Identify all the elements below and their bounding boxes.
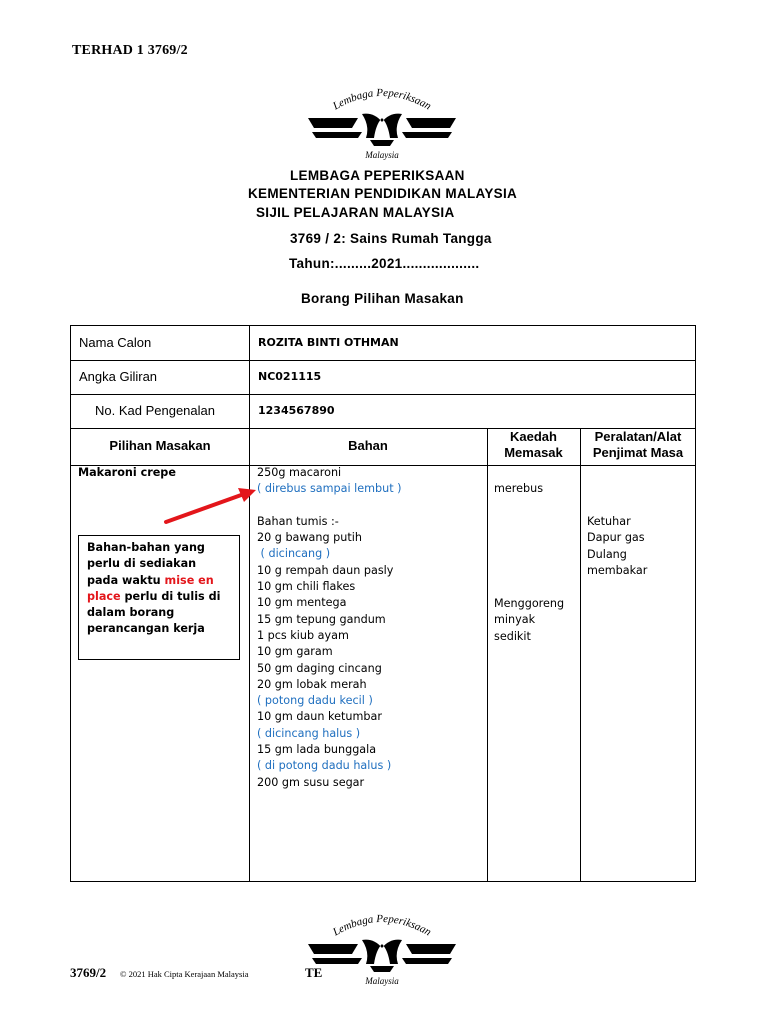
note-text-1: Bahan-bahan yang perlu di sediakan pada waktu [87,541,205,587]
svg-text:Malaysia: Malaysia [365,976,399,986]
ingredients-list [257,465,482,791]
footer-copyright: © 2021 Hak Cipta Kerajaan Malaysia [120,969,249,979]
svg-text:Lembaga Peperiksaan: Lembaga Peperiksaan [330,86,434,113]
column-header-dish: Pilihan Masakan [109,438,211,453]
ingredient-item: 50 gm daging cincang [257,661,382,675]
ingredient-item [257,498,482,514]
tool-item: Dapur gas [587,531,645,545]
tools-list [587,514,647,579]
ingredient-note: ( dicincang ) [257,547,331,561]
index-label: Angka Giliran [79,369,158,384]
ingredient-item: 15 gm lada bunggala [257,743,377,757]
method-fry [494,596,564,645]
method-fry-line3: sedikit [494,629,531,643]
ingredient-item: 10 g rempah daun pasly [257,563,394,577]
tool-item: Dulang [587,547,627,561]
subject-title: 3769 / 2: Sains Rumah Tangga [290,231,492,246]
ingredient-item: 10 gm daun ketumbar [257,710,382,724]
note-highlight: mise en place [87,573,214,603]
ingredient-note: ( dicincang halus ) [257,726,361,740]
ingredient-item: 250g macaroni [257,466,342,479]
footer-trailing-text: TE [305,965,323,980]
tools-header-line1: Peralatan/Alat [594,429,682,444]
column-header-method [487,429,580,461]
ic-value: 1234567890 [258,404,335,417]
ingredient-item: 10 gm garam [257,645,333,659]
column-header-ingredients: Bahan [348,438,388,453]
name-label: Nama Calon [79,335,152,350]
index-value: NC021115 [258,370,322,383]
ingredient-item: 20 g bawang putih [257,531,362,545]
form-title: Borang Pilihan Masakan [301,291,464,306]
method-fry-line2: minyak [494,613,536,627]
ingredient-item: 15 gm tepung gandum [257,612,386,626]
column-header-tools [580,429,696,461]
exam-title: SIJIL PELAJARAN MALAYSIA [256,205,455,220]
ingredient-item: 10 gm mentega [257,596,347,610]
svg-text:Lembaga Peperiksaan: Lembaga Peperiksaan [330,912,434,939]
ingredient-item: Bahan tumis :- [257,514,339,528]
tools-header-line2: Penjimat Masa [592,445,684,460]
note-text-2: perlu di tulis di dalam borang perancangan kerja [87,589,221,636]
document-code: TERHAD 1 3769/2 [72,43,188,58]
method-header-line2: Memasak [504,445,563,460]
red-arrow-icon [160,480,260,530]
ingredient-item: 20 gm lobak merah [257,677,367,691]
ministry-title: KEMENTERIAN PENDIDIKAN MALAYSIA [248,186,518,201]
mise-en-place-note [78,535,240,660]
ingredient-note: ( di potong dadu halus ) [257,759,392,773]
ingredient-note: ( potong dadu kecil ) [257,694,373,708]
tool-item: membakar [587,563,648,577]
ingredient-item: 10 gm chili flakes [257,580,356,594]
name-value: ROZITA BINTI OTHMAN [258,336,399,349]
ingredient-item: 1 pcs kiub ayam [257,628,349,642]
lp-logo-footer [302,908,462,988]
method-boil: merebus [494,482,544,495]
lp-logo [302,82,462,162]
method-header-line1: Kaedah [510,429,557,444]
ic-label: No. Kad Pengenalan [95,403,215,418]
dish-name: Makaroni crepe [78,466,176,479]
tool-item: Ketuhar [587,515,631,528]
method-fry-line1: Menggoreng [494,597,565,610]
org-title: LEMBAGA PEPERIKSAAN [290,168,465,183]
year-line: Tahun:.........2021................... [289,256,480,271]
svg-text:Malaysia: Malaysia [365,150,399,160]
footer-code: 3769/2 [70,965,107,980]
ingredient-item: 200 gm susu segar [257,775,365,789]
ingredient-note: ( direbus sampai lembut ) [257,482,402,496]
